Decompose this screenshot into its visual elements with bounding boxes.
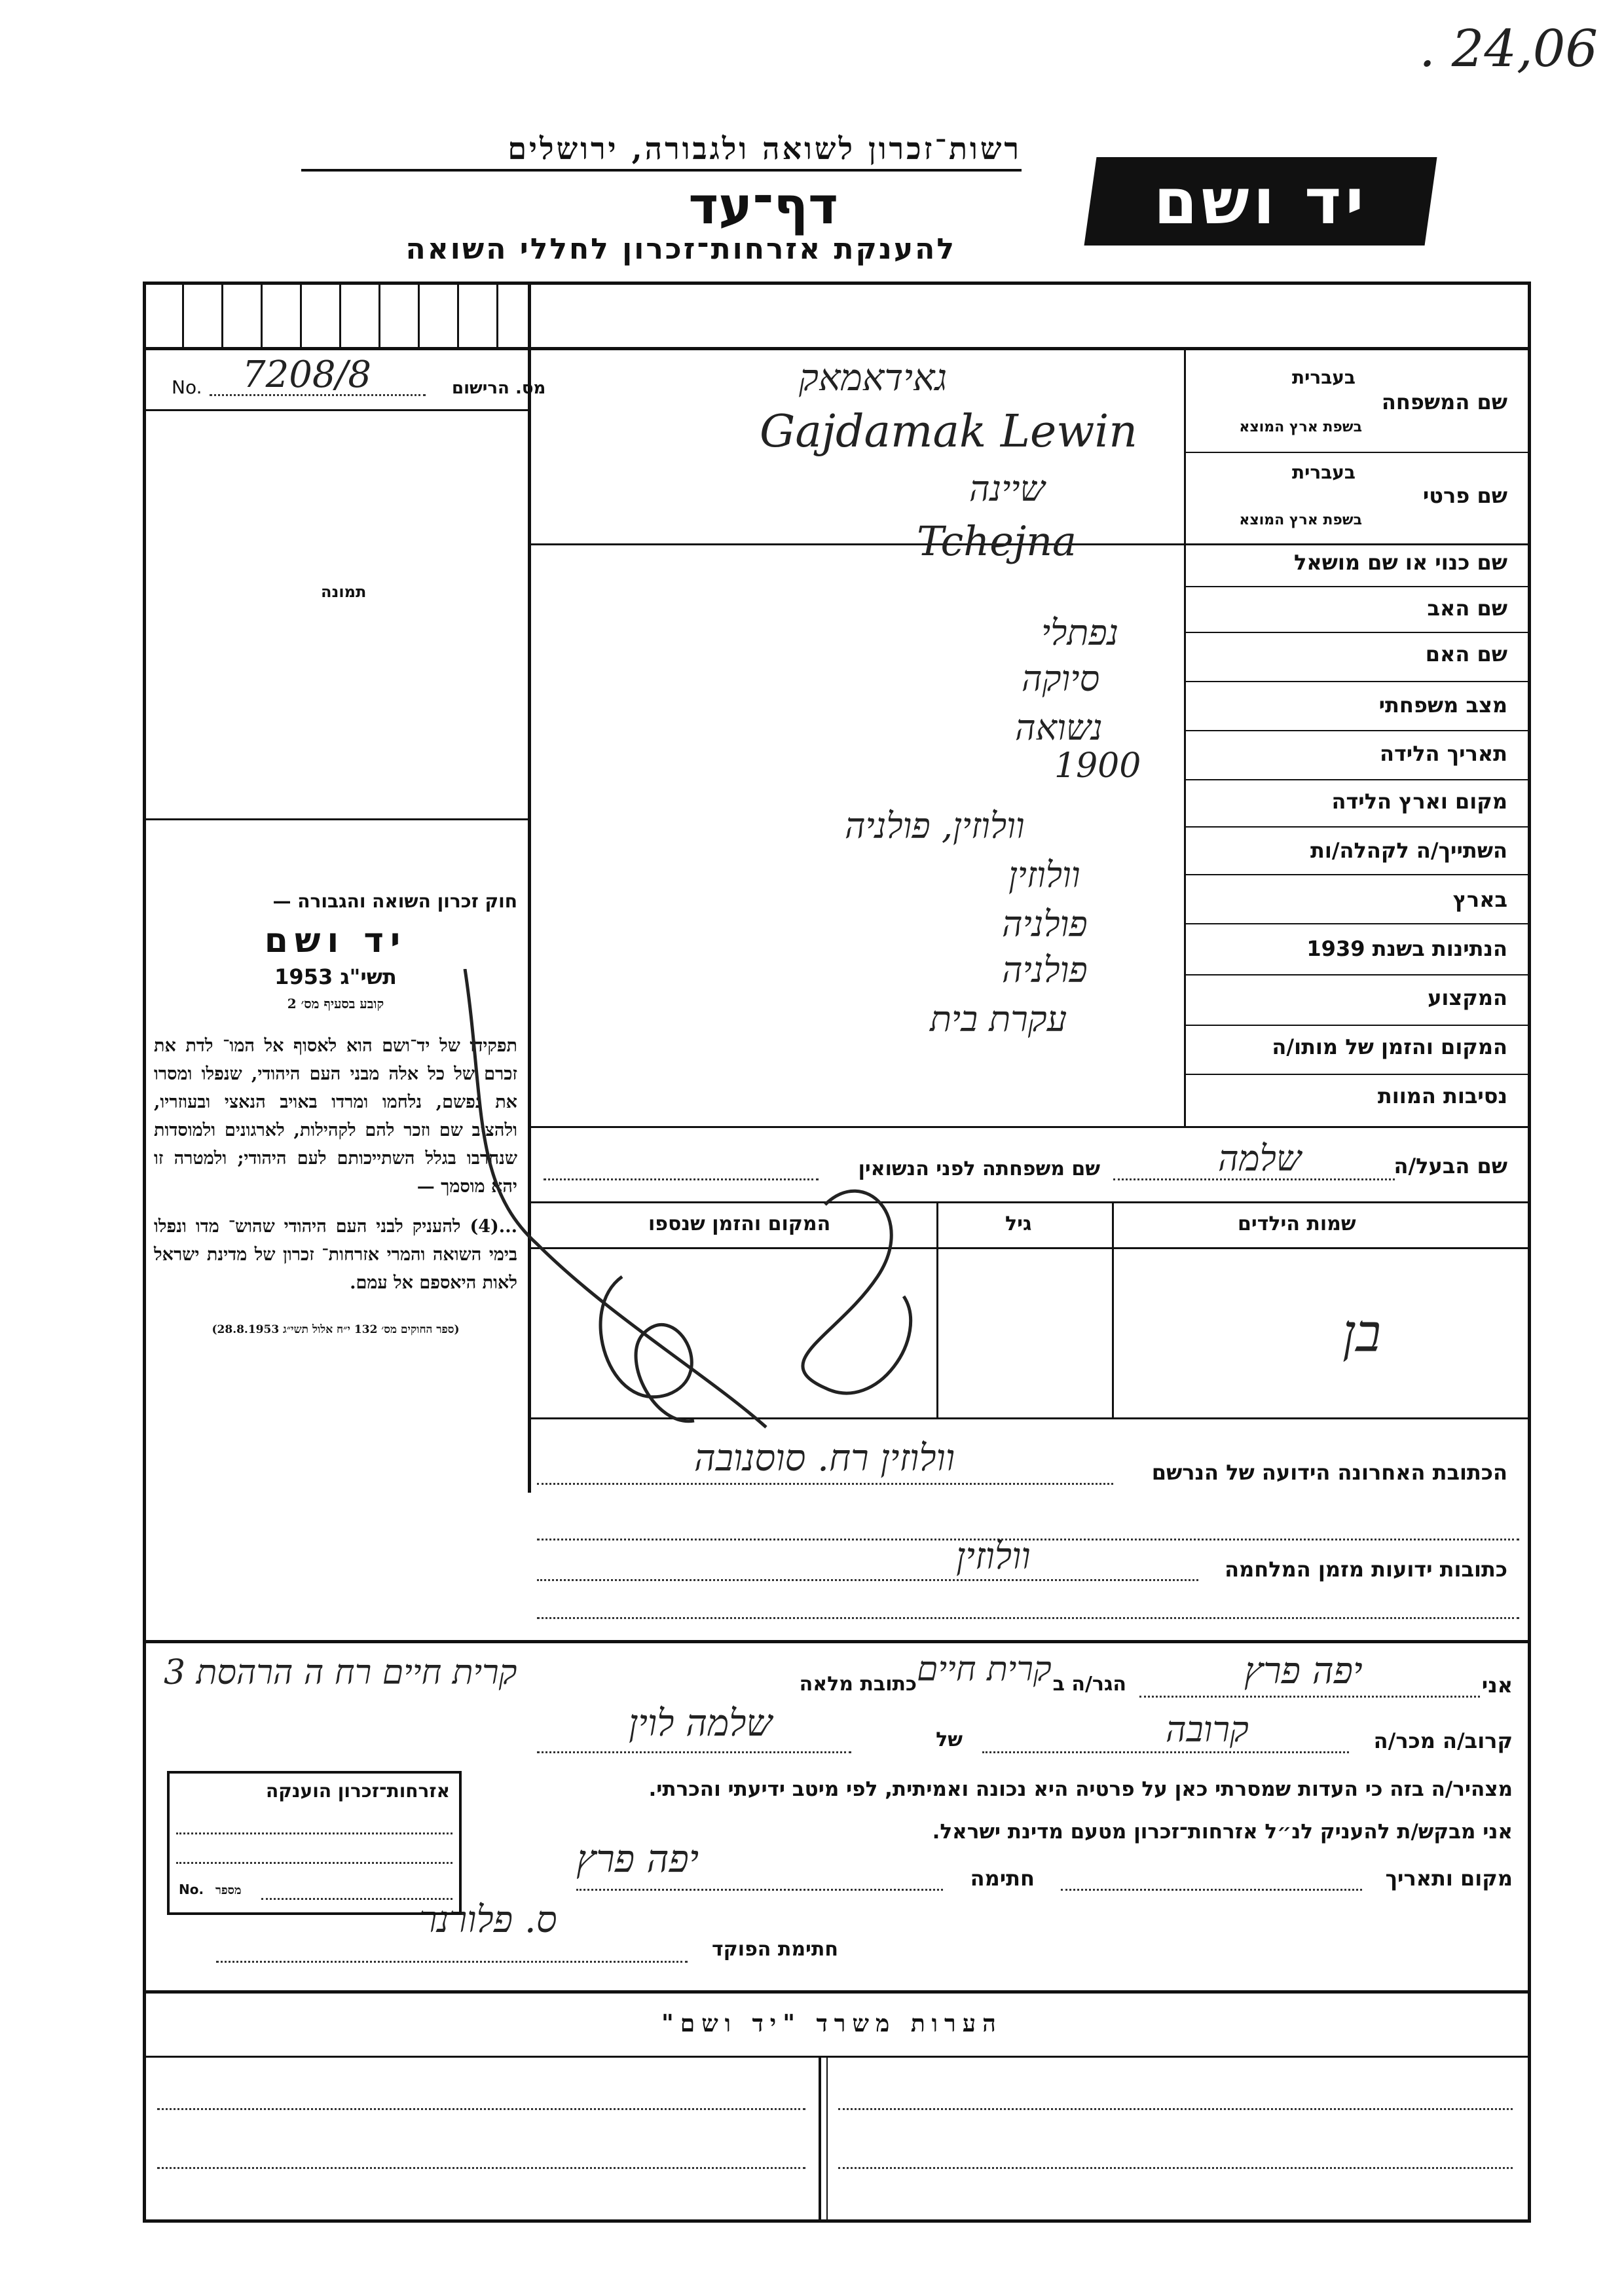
law-heading: חוק זכרון השואה והגבורה — [272, 890, 517, 912]
community-label: השתייך/ה לקהלה/ות [1310, 838, 1507, 863]
nickname-label: שם כנוי או שם מושאל [1293, 550, 1507, 575]
top-strip-boxes [143, 282, 528, 347]
mother-label: שם האם [1425, 642, 1507, 666]
declaration-full-address-value: קרית חיים רח ה הרהסת 3 [164, 1653, 517, 1692]
firstname-origin-value: Tchejna [917, 517, 1077, 565]
birthdate-value: 1900 [1054, 746, 1141, 786]
row-line [1184, 1025, 1531, 1026]
declaration-of-dots [537, 1751, 851, 1753]
logo-text: יד ושם [1153, 164, 1368, 238]
form-title: דף־עד [688, 177, 838, 236]
father-value: נפתלי [1041, 612, 1119, 653]
registration-value: 7208/8 [242, 354, 372, 396]
wartime-address-value: וולוזין [956, 1535, 1031, 1578]
remarks-line [838, 2108, 1513, 2110]
children-header-age: גיל [1005, 1212, 1032, 1235]
signature-label: חתימה [970, 1866, 1035, 1891]
remarks-col-divider-2 [826, 2056, 828, 2223]
community-value: וולוזין [1008, 854, 1080, 896]
marital-value: נשואה [1015, 707, 1103, 748]
maiden-label: שם משפחתה לפני הנשואין [858, 1157, 1100, 1180]
law-clause: קובע בסעיף מס׳ 2 [287, 996, 384, 1011]
surname-origin-value: Gajdamak Lewin [760, 406, 1138, 458]
declaration-relation-value: קרובה [1166, 1709, 1249, 1750]
pen-strokes [458, 969, 1048, 1460]
death-place-label: המקום והזמן של מותו/ה [1272, 1034, 1507, 1059]
law-year: תשי"ג 1953 [274, 964, 397, 989]
place-date-dots [1061, 1889, 1362, 1891]
last-address-label: הכתובת האחרונה הידועה של הנרשם [1151, 1460, 1507, 1485]
firstname-hebrew-sublabel: בעברית [1291, 462, 1356, 483]
profession-value: עקרת בית [930, 998, 1067, 1040]
declaration-of-value: שלמה לוין [629, 1702, 773, 1745]
photo-label: תמונה [321, 583, 367, 601]
row-line [1184, 730, 1531, 731]
profession-label: המקצוע [1428, 985, 1507, 1010]
row-line [1184, 779, 1531, 780]
law-paragraph-1: תפקידו של יד־ושם הוא לאסוף אל המו־ לדת את זכרם של כל אלה מבני העם היהודי, שנפלו ומסרו את נפשם, נלחמו ומרדו באויב הנאצי ובעוזריו, ולהציב שם וזכר להם לקהילות, לארגונים ולמוסדות שנחרבו בגלל השתייכותם לעם היהודי; ולמטרה זו יהא מוסמך — [154, 1036, 517, 1197]
surname-hebrew-sublabel: בעברית [1291, 367, 1356, 388]
citizenship-box-number-label: מספר [215, 1884, 242, 1897]
declaration-divider [143, 1640, 1531, 1643]
row-line [1184, 681, 1531, 682]
row-line [1184, 826, 1531, 828]
row-line [1184, 452, 1531, 453]
children-col-divider [1112, 1201, 1114, 1417]
signature-dots [576, 1889, 943, 1891]
officer-label: חתימת הפוקד [712, 1938, 838, 1961]
remarks-line [838, 2167, 1513, 2169]
photo-divider [143, 818, 529, 820]
country-value: פולניה [1002, 903, 1088, 945]
spouse-value: שלמה [1218, 1138, 1302, 1179]
mother-value: סיוקה [1022, 658, 1100, 699]
registration-no-label: No. [172, 376, 202, 398]
row-line [1184, 874, 1531, 875]
surname-hebrew-value: גאידאמאק [799, 357, 948, 399]
citizenship-box-title: אזרחות־זכרון הוענקה [266, 1780, 450, 1802]
registration-label: מס. הרישום [452, 378, 546, 398]
declaration-resides-label: הגר/ה ב [1052, 1673, 1126, 1696]
remarks-col-divider [819, 2056, 821, 2223]
country-label: בארץ [1452, 887, 1507, 912]
top-strip-bottom [143, 347, 1531, 350]
declaration-relation-dots [982, 1751, 1349, 1753]
firstname-origin-sublabel: בשפת ארץ המוצא [1239, 512, 1362, 528]
row-line [1184, 586, 1531, 587]
citizenship-box-no: No. [179, 1882, 204, 1897]
officer-dots [216, 1961, 688, 1963]
remarks-line [157, 2108, 805, 2110]
birthdate-label: תאריך הלידה [1379, 741, 1507, 766]
surname-label: שם המשפחה [1381, 390, 1507, 414]
declaration-full-address-label: כתובת מלאה [799, 1673, 917, 1696]
declaration-statement: מצהיר/ה בזה כי העדות שמסרתי כאן על פרטיה היא נכונה ואמיתית, לפי מיטב ידיעתי והכרתי. [648, 1777, 1513, 1801]
place-date-label: מקום ותאריך [1385, 1866, 1513, 1891]
firstname-label: שם פרטי [1422, 483, 1507, 508]
row-line [1184, 923, 1531, 924]
citizenship-label: הנתינות בשנת 1939 [1306, 936, 1507, 961]
declaration-request: אני מבקש/ת להעניק לנ״ל אזרחות־זכרון מטעם מדינת ישראל. [932, 1820, 1513, 1844]
wartime-address-label: כתובות ידועות מזמן המלחמה [1225, 1557, 1507, 1582]
wartime-address-dots-2 [537, 1617, 1519, 1619]
registration-divider [143, 409, 529, 411]
remarks-divider [143, 1990, 1531, 1994]
row-line [1184, 1074, 1531, 1075]
last-address-dots [537, 1483, 1113, 1485]
child-row-name: בן [1342, 1303, 1381, 1364]
birthplace-label: מקום וארץ הלידה [1331, 789, 1507, 814]
declaration-witness-name: יפה פרץ [1244, 1650, 1363, 1692]
declaration-of-label: של [936, 1728, 963, 1751]
label-column-divider [1184, 347, 1186, 1126]
spouse-label: שם הבעל/ה [1393, 1154, 1507, 1178]
law-citation: (ספר החוקים מס׳ 132 י״ח אלול תשי״ג 28.8.1953) [212, 1323, 460, 1336]
officer-value: ס. פלורנר [419, 1899, 557, 1941]
form-subtitle: להענקת אזרחות־זכרון לחללי השואה [405, 232, 956, 266]
citizenship-value: פולניה [1002, 949, 1088, 991]
children-header-place: המקום והזמן שנספו [648, 1212, 831, 1235]
row-line [1184, 974, 1531, 975]
citizenship-granted-box [167, 1771, 462, 1915]
archive-number: . 24,06 [1419, 20, 1598, 79]
law-name: יד ושם [264, 921, 407, 960]
firstname-hebrew-value: שיינה [969, 468, 1045, 509]
signature-value: יפה פרץ [576, 1836, 699, 1881]
declaration-name-dots [1139, 1696, 1480, 1698]
surname-origin-sublabel: בשפת ארץ המוצא [1239, 419, 1362, 435]
remarks-title-line [143, 2056, 1531, 2058]
declaration-resides-value: קרית חיים [917, 1650, 1052, 1689]
last-address-value: וולוזין רח. סוסנובה [694, 1437, 955, 1480]
declaration-i-label: אני [1481, 1673, 1513, 1698]
yad-vashem-logo [1084, 157, 1437, 246]
law-paragraph-2: ...(4) להעניק לבני העם היהודי שהוש־ מדו ונפלו בימי השואה והמרי אזרחות־ זכרון של מדינת ישראל לאות היאספם אל עמם. [154, 1216, 517, 1293]
death-circumstances-label: נסיבות המוות [1377, 1084, 1507, 1108]
declaration-relative-label: קרוב/ה מכר/ה [1373, 1728, 1513, 1753]
marital-label: מצב משפחתי [1378, 693, 1507, 718]
birthplace-value: וולוזין, פולניה [845, 805, 1025, 847]
authority-line: רשות־זכרון לשואה ולגבורה, ירושלים [507, 131, 1022, 166]
wartime-address-dots [537, 1579, 1198, 1581]
remarks-line [157, 2167, 805, 2169]
row-line [1184, 632, 1531, 633]
father-label: שם האב [1427, 596, 1507, 621]
children-header-names: שמות הילדים [1238, 1212, 1356, 1235]
authority-underline [301, 169, 1022, 172]
remarks-title: הערות משרד "יד ושם" [661, 2010, 1003, 2037]
